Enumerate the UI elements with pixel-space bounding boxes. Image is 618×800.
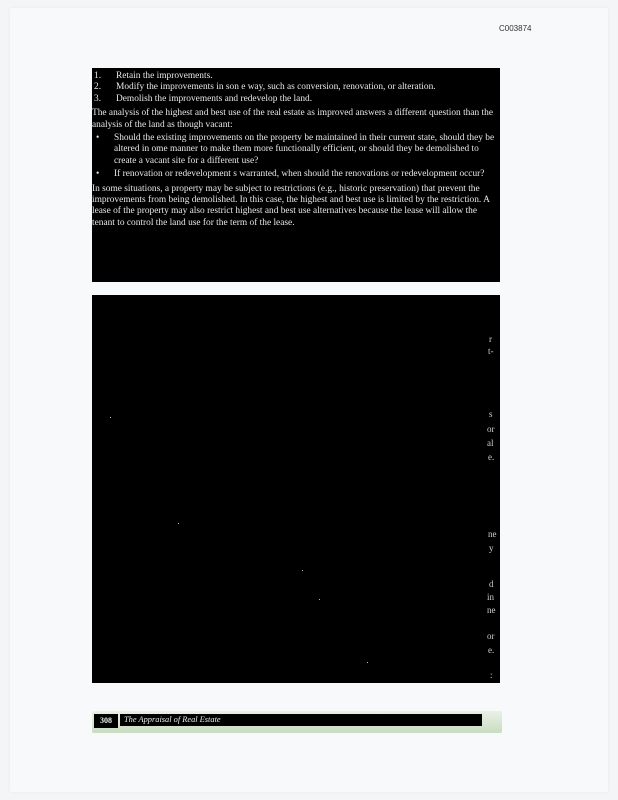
page-number: 308 <box>94 714 118 728</box>
text-fragment: ne <box>487 605 496 615</box>
text-fragment: al <box>487 438 494 448</box>
text-fragment: : <box>490 670 493 680</box>
text-fragment: t- <box>488 346 494 356</box>
bullet-item: • If renovation or redevelopment s warranted, when should the renovations or redevelopment occur? <box>96 169 485 180</box>
text-fragment: ne <box>488 529 497 539</box>
highlighted-text-block <box>92 68 500 282</box>
book-title: The Appraisal of Real Estate <box>124 715 221 724</box>
bullet-item: • Should the existing improvements on the property be maintained in their current state, should they be altered in ome manner to make them more functionally efficient, or should they be demolished to create a vacant site for a different use? <box>96 133 495 166</box>
speck <box>302 570 303 571</box>
paragraph: In some situations, a property may be subject to restrictions (e.g., historic preservation) that prevent the improvements from being demolished. In this case, the highest and best use is limited by the restriction. A lease of the property may also restrict highest and best use alternatives because the lease will allow the tenant to control the land use for the term of the lease. <box>92 183 490 228</box>
paragraph: The analysis of the highest and best use of the real estate as improved answers a different question than the analysis of the land as though vacant: <box>92 108 494 130</box>
text-fragment: e. <box>488 645 495 655</box>
redacted-area <box>92 299 500 683</box>
text-fragment: or <box>487 631 495 641</box>
text-fragment: s <box>489 409 493 419</box>
text-fragment: e. <box>488 452 495 462</box>
text-fragment: in <box>487 592 495 602</box>
list-item: 2. Modify the improvements in son e way, such as conversion, renovation, or alteration. <box>94 82 436 93</box>
list-item: 3. Demolish the improvements and redevelop the land. <box>94 93 313 104</box>
page-footer <box>92 711 502 733</box>
text-fragment: y <box>489 543 494 553</box>
numbered-list <box>92 71 500 105</box>
text-fragment: r <box>489 334 492 344</box>
list-item: 1. Retain the improvements. <box>94 71 213 81</box>
text-fragment: or <box>487 424 495 434</box>
bates-number: C003874 <box>499 24 532 33</box>
speck <box>110 417 111 418</box>
speck <box>319 599 320 600</box>
bullet-list <box>92 133 500 181</box>
speck <box>178 523 179 524</box>
speck <box>367 662 368 663</box>
text-fragment: d <box>489 579 494 589</box>
